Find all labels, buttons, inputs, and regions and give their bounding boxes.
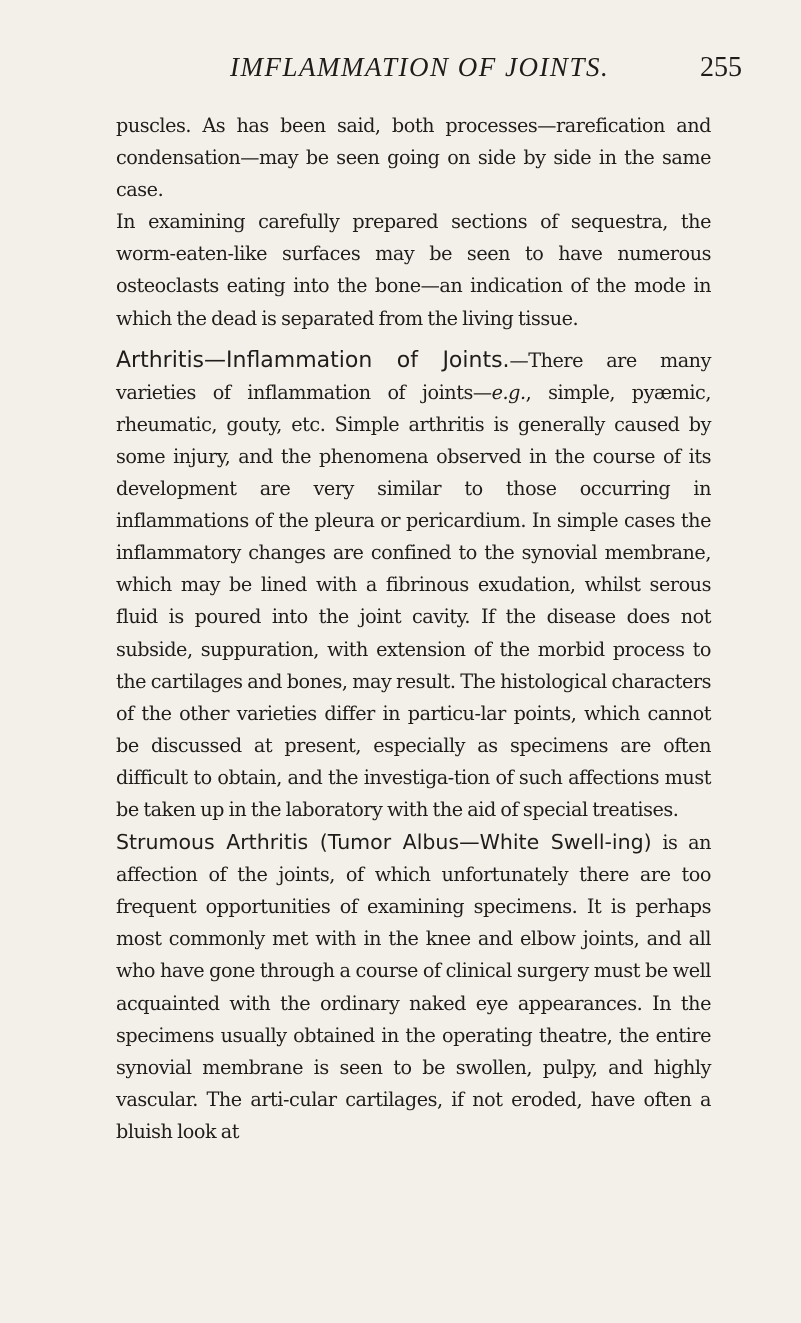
body-text [116, 110, 711, 1148]
section-heading-strumous: Strumous Arthritis (Tumor Albus—White Swell-ing) [116, 830, 652, 855]
paragraph-arthritis [116, 345, 711, 826]
paragraph-text: , simple, pyæmic, rheumatic, gouty, etc. Simple arthritis is generally caused by some injury, and the phenomena observed in the course of its development are very similar to those occurring in inflammations of the pleura or pericardium. In simple cases the inflammatory changes are confined to the synovial membrane, which may be lined with a fibrinous exudation, whilst serous fluid is poured into the joint cavity. If the disease does not subside, suppuration, with extension of the morbid process to the cartilages and bones, may result. The histological characters of the other varieties differ in particu-lar points, which cannot be discussed at present, especially as specimens are often difficult to obtain, and the investiga-tion of such affections must be taken up in the laboratory with the aid of special treatises. [116, 380, 711, 821]
paragraph-continuation [116, 110, 711, 206]
section-heading-arthritis: Arthritis—Inflammation of Joints. [116, 347, 510, 373]
page-number: 255 [700, 52, 742, 83]
running-head [0, 52, 801, 92]
running-title: IMFLAMMATION OF JOINTS. [230, 52, 610, 82]
paragraph-sequestra [116, 206, 711, 334]
paragraph-text: is an affection of the joints, of which unfortunately there are too frequent opportunities of examining specimens. It is perhaps most commonly met with in the knee and elbow joints, and all who have gone through a course of clinical surgery must be well acquainted with the ordinary naked eye appearances. In the specimens usually obtained in the operating theatre, the entire synovial membrane is seen to be swollen, pulpy, and highly vascular. The arti-cular cartilages, if not eroded, have often a bluish look at [116, 831, 711, 1143]
abbreviation-eg: e.g. [491, 380, 526, 404]
paragraph-strumous [116, 826, 711, 1148]
paragraph-text: —There are many varieties of inflammation of joints— [116, 348, 711, 404]
paragraph-text: puscles. As has been said, both processes—rarefication and condensation—may be seen going on side by side in the same case. [116, 114, 711, 202]
paragraph-text: In examining carefully prepared sections of sequestra, the worm-eaten-like surfaces may be seen to have numerous osteoclasts eating into the bone—an indication of the mode in which the dead is separated from the living tissue. [116, 210, 711, 330]
